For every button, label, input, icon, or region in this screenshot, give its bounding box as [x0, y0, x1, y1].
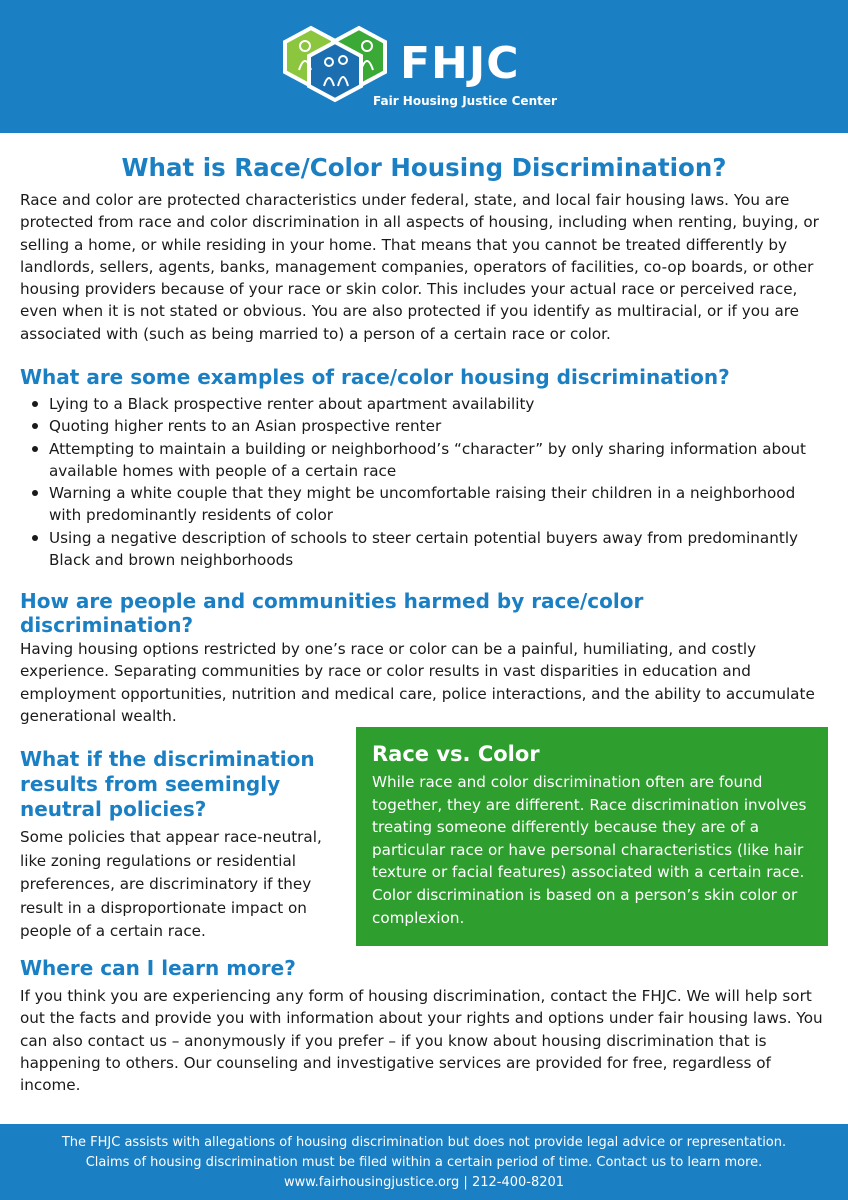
harm-heading: How are people and communities harmed by race/color discrimination? — [20, 589, 644, 637]
footer-contact[interactable]: www.fairhousingjustice.org | 212-400-8201 — [283, 1175, 565, 1190]
footer-banner — [0, 1124, 848, 1200]
neutral-policies-heading: What if the discrimination results from seemingly neutral policies? — [20, 747, 315, 821]
list-item: Using a negative description of schools to steer certain potential buyers away from predominantly Black and brown neighborhoods — [28, 527, 818, 572]
harm-paragraph: Having housing options restricted by one’s race or color can be a painful, humiliating, and costly experience. Separating communities by race or color results in vast disparities in education and employment opportunities, nutrition and medical care, police interactions, and the ability to accumulate generational wealth. — [20, 640, 815, 725]
intro-paragraph: Race and color are protected characteristics under federal, state, and local fair housing laws. You are protected from race and color discrimination in all aspects of housing, including when renting, buying, or selling a home, or while residing in your home. That means that you cannot be treated differently by landlords, sellers, agents, banks, management companies, operators of facilities, co-op boards, or other housing providers because of your race or skin color. This includes your actual race or perceived race, even when it is not stated or obvious. You are also protected if you identify as multiracial, or if you are associated with (such as being married to) a person of a certain race or color. — [20, 191, 819, 343]
race-vs-color-paragraph: While race and color discrimination often are found together, they are different. Race discrimination involves treating someone differently because they are of a particular race or have personal characteristics (like hair texture or facial features) associated with a certain race. Color discrimination is based on a person’s skin color or complexion. — [372, 773, 807, 927]
learn-more-paragraph: If you think you are experiencing any form of housing discrimination, contact the FHJC. We will help sort out the facts and provide you with information about your rights and options under fair housing laws. You can also contact us – anonymously if you prefer – if you know about housing discrimination that is happening to others. Our counseling and investigative services are provided for free, regardless of income. — [20, 987, 823, 1095]
race-vs-color-heading: Race vs. Color — [372, 742, 540, 766]
header-banner — [0, 0, 848, 133]
examples-heading: What are some examples of race/color housing discrimination? — [20, 365, 730, 389]
race-vs-color-box — [356, 727, 828, 946]
list-item: Warning a white couple that they might be uncomfortable raising their children in a neighborhood with predominantly residents of color — [28, 482, 818, 527]
learn-more-heading: Where can I learn more? — [20, 956, 296, 980]
list-item: Quoting higher rents to an Asian prospective renter — [28, 415, 818, 437]
logo-wordmark: FHJC — [400, 38, 520, 89]
neutral-policies-paragraph: Some policies that appear race-neutral, like zoning regulations or residential preferences, are discriminatory if they result in a disproportionate impact on people of a certain race. — [20, 828, 322, 940]
footer-disclaimer: The FHJC assists with allegations of housing discrimination but does not provide legal advice or representation. — [61, 1135, 787, 1150]
list-item: Lying to a Black prospective renter about apartment availability — [28, 393, 818, 415]
logo-subtitle: Fair Housing Justice Center — [373, 94, 557, 108]
examples-list — [28, 393, 818, 571]
footer-claims-note: Claims of housing discrimination must be filed within a certain period of time. Contact us to learn more. — [85, 1155, 763, 1170]
list-item: Attempting to maintain a building or neighborhood’s “character” by only sharing information about available homes with people of a certain race — [28, 438, 818, 483]
page-title: What is Race/Color Housing Discrimination? — [121, 153, 727, 182]
